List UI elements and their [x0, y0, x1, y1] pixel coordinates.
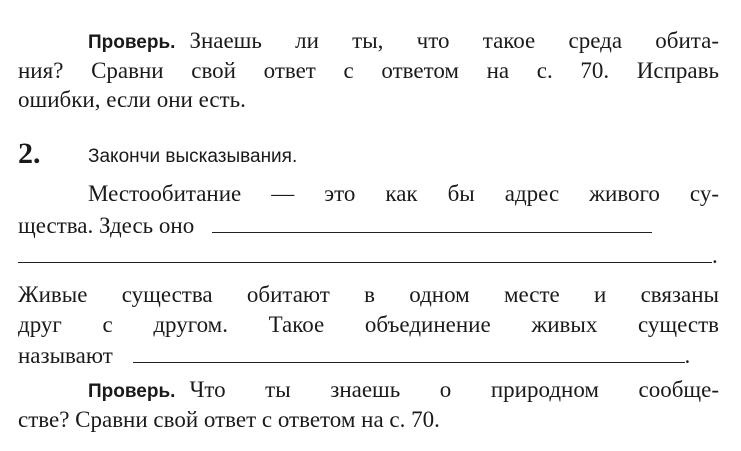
sentence2-line1: Живые существа обитают в одном месте и связаны — [18, 282, 719, 307]
check2-label: Проверь. — [88, 381, 176, 402]
check1-text-1: Знаешь ли ты, что такое среда обита- — [189, 28, 719, 53]
check1-line2: ния? Сравни свой ответ с ответом на с. 70. Исправь — [18, 58, 719, 83]
answer-blank-2[interactable] — [18, 261, 712, 263]
check1-line1 — [88, 27, 719, 56]
sentence1-line2 — [18, 212, 652, 239]
period-1: . — [712, 243, 718, 268]
sentence2-text: называют — [18, 343, 113, 368]
check2-text-1: Что ты знаешь о природном сообще- — [189, 377, 719, 402]
task-number: 2. — [18, 137, 41, 170]
check1-line3: ошибки, если они есть. — [18, 87, 246, 112]
answer-blank-3[interactable] — [133, 361, 685, 363]
sentence2-line3 — [18, 342, 690, 369]
sentence2-line2: друг с другом. Такое объединение живых существ — [18, 312, 719, 337]
check1-label: Проверь. — [88, 32, 176, 53]
sentence1-text: щества. Здесь оно — [18, 213, 195, 238]
period-2: . — [684, 343, 691, 368]
answer-line-2 — [18, 242, 718, 269]
task-instruction: Закончи высказывания. — [88, 146, 298, 167]
check2-line1 — [88, 376, 719, 405]
check2-line2: стве? Сравни свой ответ с ответом на с. 70. — [18, 407, 440, 432]
answer-blank-1[interactable] — [212, 231, 652, 233]
sentence1-line1: Местообитание — это как бы адрес живого су- — [88, 181, 719, 206]
